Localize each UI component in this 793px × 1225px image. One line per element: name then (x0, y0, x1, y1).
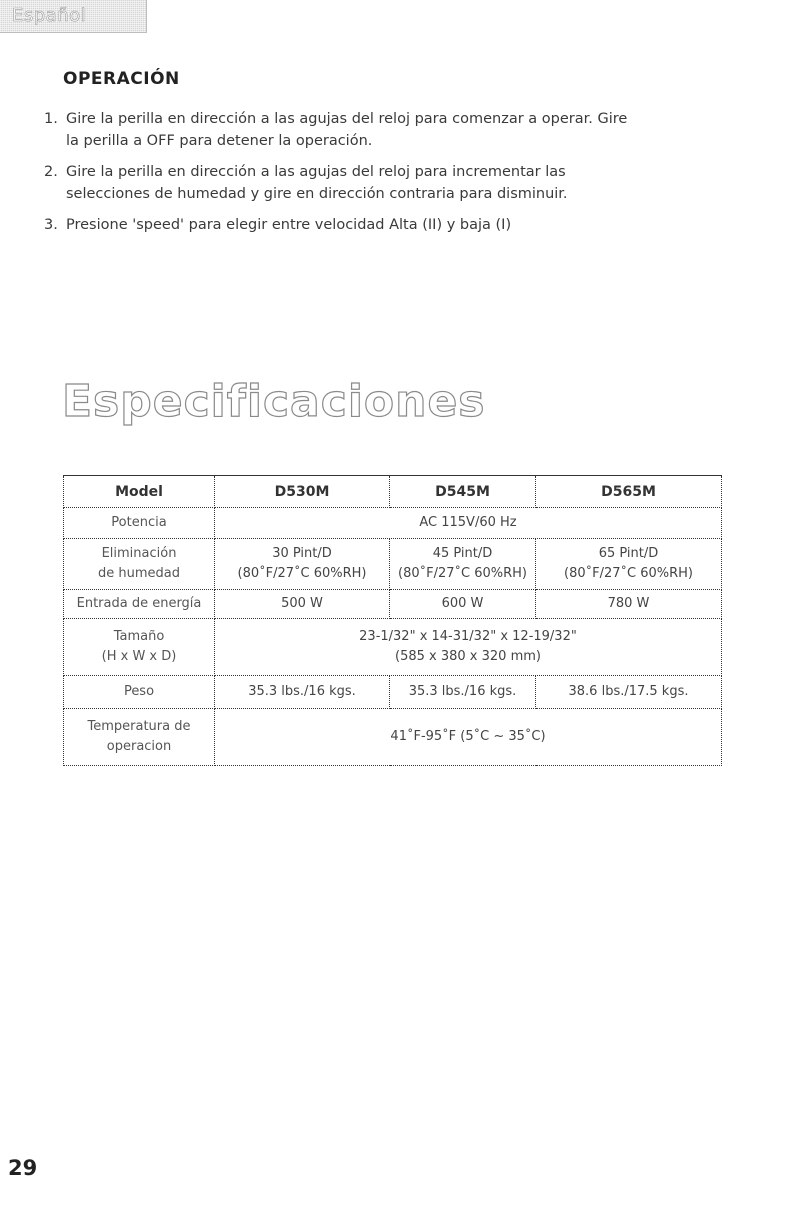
step-text-line: selecciones de humedad y gire en dirección contraria para disminuir. (66, 186, 568, 202)
operating-temperature-value: 41˚F-95˚F (5˚C ~ 35˚C) (215, 709, 722, 766)
operating-temperature-label-line: Temperatura de (87, 719, 191, 734)
specifications-heading: Especificaciones (62, 376, 486, 427)
dehumidification-label (64, 539, 215, 590)
size-label (64, 619, 215, 676)
step-text-line: Gire la perilla en dirección a las agujas del reloj para comenzar a operar. Gire (66, 111, 628, 127)
specifications-table (63, 475, 722, 766)
dehumidification-d545m (390, 539, 536, 590)
step-text-line: Presione 'speed' para elegir entre velocidad Alta (II) y baja (I) (66, 217, 512, 233)
cell-line: (80˚F/27˚C 60%RH) (398, 566, 527, 581)
table-row-weight (64, 676, 722, 709)
operation-step (44, 214, 744, 236)
size-label-line: Tamaño (113, 629, 165, 644)
cell-line: 30 Pint/D (272, 546, 332, 561)
step-number: 2. (44, 164, 58, 180)
power-label: Potencia (64, 508, 215, 539)
language-tab (0, 0, 147, 33)
table-row-dehumidification (64, 539, 722, 590)
cell-line: (80˚F/27˚C 60%RH) (237, 566, 367, 581)
size-value-line: 23-1/32" x 14-31/32" x 12-19/32" (359, 629, 577, 644)
cell-line: 65 Pint/D (598, 546, 659, 561)
page-number: 29 (8, 1156, 38, 1180)
operating-temperature-label-line: operacion (106, 739, 172, 754)
header-model: Model (64, 476, 215, 508)
step-text-line: Gire la perilla en dirección a las agujas del reloj para incrementar las (66, 164, 566, 180)
table-header-row (64, 476, 722, 508)
cell-line: 45 Pint/D (432, 546, 493, 561)
energy-input-d530m: 500 W (215, 590, 390, 619)
energy-input-d545m: 600 W (390, 590, 536, 619)
weight-label: Peso (64, 676, 215, 709)
weight-d530m: 35.3 lbs./16 kgs. (215, 676, 390, 709)
cell-line: (80˚F/27˚C 60%RH) (564, 566, 693, 581)
size-value-line: (585 x 380 x 320 mm) (395, 649, 541, 664)
header-d565m: D565M (536, 476, 722, 508)
dehumidification-label-line: Eliminación (101, 546, 177, 561)
weight-d545m: 35.3 lbs./16 kgs. (390, 676, 536, 709)
dehumidification-d565m (536, 539, 722, 590)
table-row-power (64, 508, 722, 539)
energy-input-d565m: 780 W (536, 590, 722, 619)
size-value (215, 619, 722, 676)
weight-d565m: 38.6 lbs./17.5 kgs. (536, 676, 722, 709)
step-number: 3. (44, 217, 58, 233)
header-d545m: D545M (390, 476, 536, 508)
step-number: 1. (44, 111, 58, 127)
step-text-line: la perilla a OFF para detener la operación. (66, 133, 373, 149)
table-row-size (64, 619, 722, 676)
language-tab-label: Español (12, 5, 87, 26)
dehumidification-d530m (215, 539, 390, 590)
operation-title: OPERACIÓN (63, 69, 180, 89)
power-value: AC 115V/60 Hz (215, 508, 722, 539)
table-row-operating-temperature (64, 709, 722, 766)
dehumidification-label-line: de humedad (98, 566, 180, 581)
operating-temperature-label (64, 709, 215, 766)
energy-input-label: Entrada de energía (64, 590, 215, 619)
size-label-line: (H x W x D) (101, 649, 177, 664)
operation-steps (44, 108, 744, 245)
operation-step (44, 161, 744, 205)
operation-step (44, 108, 744, 152)
table-row-energy-input (64, 590, 722, 619)
header-d530m: D530M (215, 476, 390, 508)
